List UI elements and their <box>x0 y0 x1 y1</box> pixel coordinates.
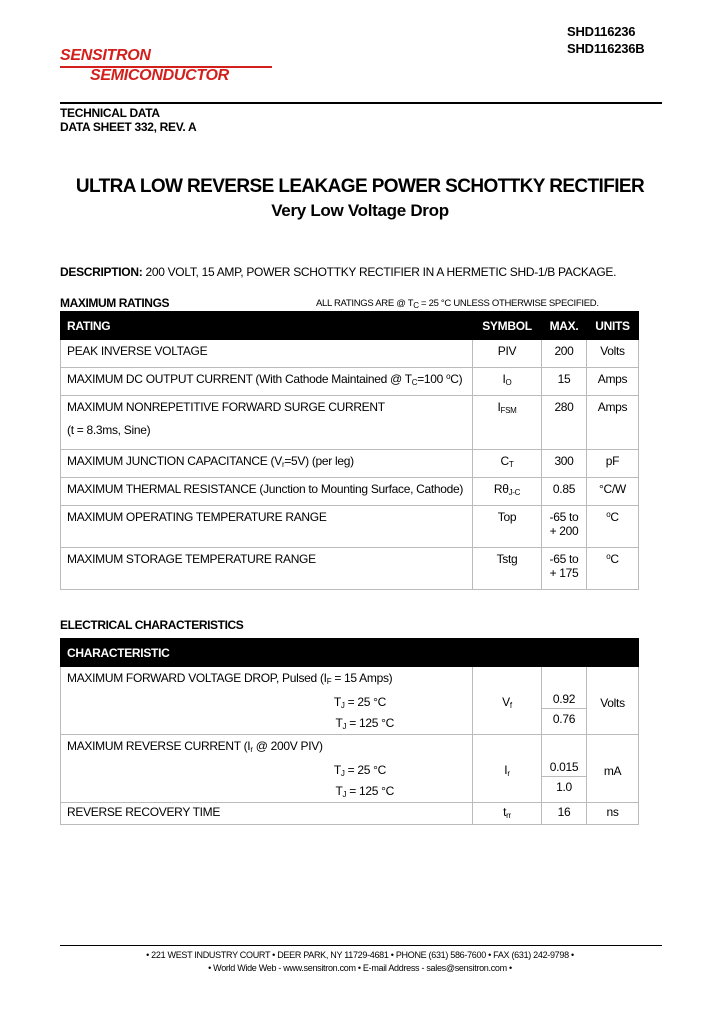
technical-data-block <box>60 106 196 134</box>
part-numbers <box>567 23 645 57</box>
electrical-heading: ELECTRICAL CHARACTERISTICS <box>60 618 244 632</box>
col-symbol: SYMBOL <box>473 312 542 340</box>
footer-divider <box>60 945 662 946</box>
table-row: MAXIMUM OPERATING TEMPERATURE RANGE Top -65 to + 200 $^o$C <box>61 506 639 548</box>
description-text: 200 VOLT, 15 AMP, POWER SCHOTTKY RECTIFIER IN A HERMETIC SHD-1/B PACKAGE. <box>142 265 617 279</box>
footer-web: • World Wide Web - www.sensitron.com • E-mail Address - sales@sensitron.com • <box>208 963 512 973</box>
col-units: UNITS <box>587 312 639 340</box>
col-characteristic: CHARACTERISTIC <box>61 639 639 667</box>
table-row: MAXIMUM REVERSE CURRENT ($I_r$ @ 200V PIV) $T_J = 25$ °C $T_J = 125$ °C $I_r$ 0.015 1.0 mA <box>61 735 639 803</box>
table-header-row <box>61 312 639 340</box>
part-number-1: SHD116236 <box>567 24 636 39</box>
data-sheet-label: DATA SHEET 332, REV. A <box>60 120 197 134</box>
table-row: MAXIMUM STORAGE TEMPERATURE RANGE Tstg -65 to + 175 $^o$C <box>61 548 639 590</box>
description-label: DESCRIPTION: <box>60 265 143 279</box>
technical-data-label: TECHNICAL DATA <box>60 106 160 120</box>
col-max: MAX. <box>542 312 587 340</box>
col-rating: RATING <box>61 312 473 340</box>
table-row: MAXIMUM FORWARD VOLTAGE DROP, Pulsed ($I_F = 15$ Amps) $T_J = 25$ °C $T_J = 125$ °C $V_f$ 0.92 0.76 Volts <box>61 667 639 735</box>
table-row: MAXIMUM JUNCTION CAPACITANCE $(V_r=5V)$ (per leg) $C_T$ 300 pF <box>61 450 639 478</box>
part-number-2: SHD116236B <box>567 41 645 56</box>
ratings-note: ALL RATINGS ARE @ $T_C = 25$ °C UNLESS OTHERWISE SPECIFIED. <box>316 298 599 310</box>
table-row: PEAK INVERSE VOLTAGE PIV 200 Volts <box>61 340 639 368</box>
company-name-line1: SENSITRON <box>60 47 151 64</box>
document-title: ULTRA LOW REVERSE LEAKAGE POWER SCHOTTKY RECTIFIER <box>75 176 645 197</box>
electrical-table <box>60 638 639 825</box>
footer-address: • 221 WEST INDUSTRY COURT • DEER PARK, NY 11729-4681 • PHONE (631) 586-7600 • FAX (631) 242-9798 • <box>146 950 574 960</box>
table-row: MAXIMUM THERMAL RESISTANCE (Junction to Mounting Surface, Cathode) $R\theta_{J-C}$ 0.85 °C/W <box>61 478 639 506</box>
max-ratings-table <box>60 311 639 590</box>
document-subtitle: Very Low Voltage Drop <box>271 201 449 220</box>
table-row: REVERSE RECOVERY TIME $t_{rr}$ 16 ns <box>61 803 639 825</box>
table-row: MAXIMUM DC OUTPUT CURRENT (With Cathode Maintained @ $T_C=100$ $^o$C) $I_O$ 15 Amps <box>61 368 639 396</box>
company-logo <box>60 47 272 89</box>
header-divider <box>60 102 662 104</box>
max-ratings-heading: MAXIMUM RATINGS <box>60 296 170 310</box>
table-header-row <box>61 639 639 667</box>
company-name-line2: SEMICONDUCTOR <box>90 67 229 84</box>
table-row: MAXIMUM NONREPETITIVE FORWARD SURGE CURRENT (t = 8.3ms, Sine) $I_{FSM}$ 280 Amps <box>61 396 639 450</box>
description <box>60 265 616 279</box>
